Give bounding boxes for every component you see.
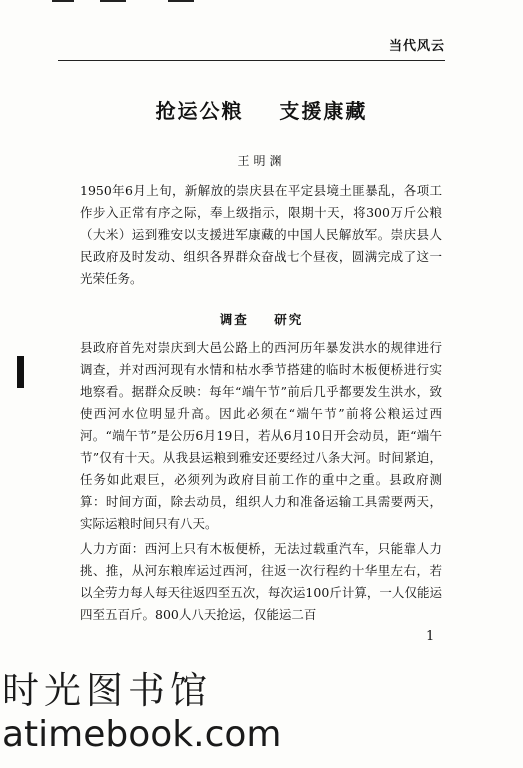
body-paragraph: 人力方面：西河上只有木板便桥，无法过载重汽车，只能靠人力挑、推，从河东粮库运过西河，往返一次行程约十华里左右，若以全劳力每人每天往返四至五次，每次运100斤计算，一人仅能运四至五百斤。800人八天抢运，仅能运二百 <box>80 541 442 622</box>
scan-edge-mark <box>168 0 194 2</box>
article-title: 抢运公粮 支援康藏 <box>155 99 368 123</box>
scan-edge-mark <box>52 0 74 2</box>
binding-tab-mark <box>17 356 24 388</box>
watermark-line-2: atimebook.com <box>2 714 282 755</box>
watermark-line-1: 时光图书馆 <box>2 669 212 712</box>
author-name: 王明渊 <box>237 154 286 168</box>
header-rule <box>58 60 445 61</box>
page-number: 1 <box>426 629 435 644</box>
section-label: 当代风云 <box>388 39 445 54</box>
scan-edge-mark <box>100 0 126 2</box>
section-heading: 调查 研究 <box>219 312 304 327</box>
body-paragraph: 县政府首先对崇庆到大邑公路上的西河历年暴发洪水的规律进行调查，并对西河现有水情和枯水季节搭建的临时木板便桥进行实地察看。据群众反映：每年“端午节”前后几乎都要发生洪水，致使西河水位明显升高。因此必须在“端午节”前将公粮运过西河。“端午节”是公历6月19日，若从6月10日开会动员，距“端午节”仅有十天。从我县运粮到雅安还要经过八条大河。时间紧迫，任务如此艰巨，必须列为政府目前工作的重中之重。县政府测算：时间方面，除去动员，组织人力和准备运输工具需要两天，实际运粮时间只有八天。 <box>80 340 442 531</box>
intro-paragraph: 1950年6月上旬，新解放的崇庆县在平定县境土匪暴乱，各项工作步入正常有序之际，奉上级指示，限期十天，将300万斤公粮（大米）运到雅安以支援进军康藏的中国人民解放军。崇庆县人民政府及时发动、组织各界群众奋战七个昼夜，圆满完成了这一光荣任务。 <box>80 183 442 286</box>
